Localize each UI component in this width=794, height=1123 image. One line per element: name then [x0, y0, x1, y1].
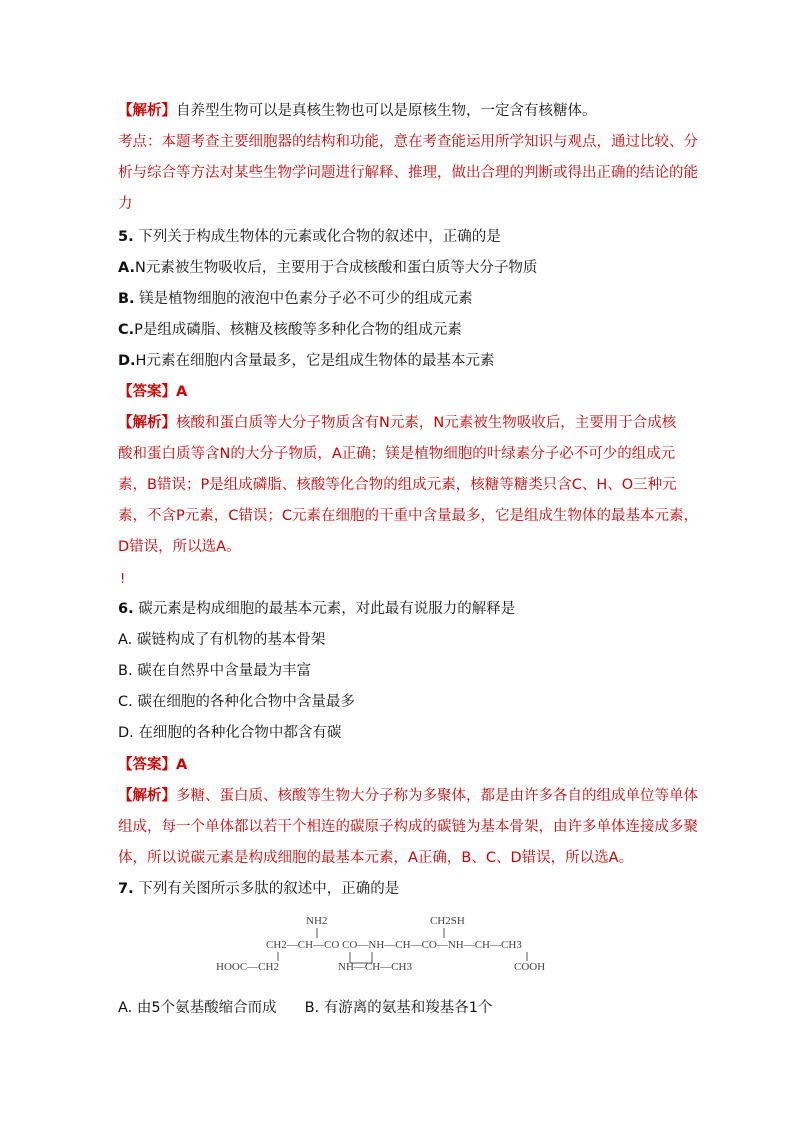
- q5-explanation-line-1: [118, 413, 676, 433]
- q6-stem-text: 碳元素是构成细胞的最基本元素，对此最有说服力的解释是: [133, 601, 516, 617]
- q5-option-a: [118, 258, 537, 278]
- q5-option-b-text: 镁是植物细胞的液泡中色素分子必不可少的组成元素: [134, 291, 473, 307]
- q7-stem-text: 下列有关图所示多肽的叙述中，正确的是: [133, 881, 400, 897]
- q5-option-a-letter: A.: [118, 260, 135, 276]
- q5-option-d: [118, 351, 494, 371]
- hooc-group: HOOC—CH2: [216, 961, 279, 973]
- q4-kaodian-line-2: 析与综合等方法对某些生物学问题进行解释、推理，做出合理的判断或得出正确的结论的能: [118, 165, 698, 181]
- q4-kaodian-line-1: 考点：本题考查主要细胞器的结构和功能，意在考查能运用所学知识与观点，通过比较、分: [118, 134, 698, 150]
- q6-option-b-text: 碳在自然界中含量最为丰富: [132, 663, 312, 679]
- q6-option-d-letter: D.: [118, 725, 134, 741]
- q6-option-b: [118, 661, 311, 681]
- answer-tag: 【答案】: [118, 757, 176, 773]
- q6-option-c: [118, 692, 355, 712]
- q5-option-c: [118, 320, 462, 340]
- q7-options-row: [118, 998, 493, 1018]
- q7-option-b: B. 有游离的氨基和羧基各1个: [304, 1000, 493, 1016]
- q6-number: 6.: [118, 601, 134, 617]
- jiexi-tag: 【解析】: [118, 103, 176, 119]
- q6-option-d-text: 在细胞的各种化合物中都含有碳: [133, 725, 342, 741]
- nh-ch-ch3-group: NH—CH—CH3: [338, 961, 412, 973]
- q7-stem: [118, 879, 399, 899]
- polypeptide-structure-diagram: [214, 912, 584, 976]
- q5-explanation-text-1: 核酸和蛋白质等大分子物质含有N元素，N元素被生物吸收后，主要用于合成核: [176, 415, 677, 431]
- q5-number: 5.: [118, 229, 134, 245]
- q6-option-a: [118, 630, 325, 650]
- q5-stem: [118, 227, 501, 247]
- q5-option-c-text: P是组成磷脂、核糖及核酸等多种化合物的组成元素: [134, 322, 462, 338]
- q6-option-d: [118, 723, 341, 743]
- q5-option-d-letter: D.: [118, 353, 136, 369]
- q5-option-b-letter: B.: [118, 291, 135, 307]
- q5-explanation-line-3: 素，B错误；P是组成磷脂、核酸等化合物的组成元素，核糖等糖类只含C、H、O三种元: [118, 477, 677, 493]
- q6-explanation-line-3: 体，所以说碳元素是构成细胞的最基本元素，A正确，B、C、D错误，所以选A。: [118, 850, 634, 866]
- q5-answer-value: A: [176, 384, 188, 400]
- q5-explanation-line-2: 酸和蛋白质等含N的大分子物质，A正确；镁是植物细胞的叶绿素分子必不可少的组成元: [118, 446, 676, 462]
- cooh-group: COOH: [514, 961, 546, 973]
- q5-option-b: [118, 289, 473, 309]
- q5-stem-text: 下列关于构成生物体的元素或化合物的叙述中，正确的是: [133, 229, 501, 245]
- jiexi-tag: 【解析】: [118, 788, 176, 804]
- q5-explanation-line-4: 素，不含P元素，C错误；C元素在细胞的干重中含量最多，它是组成生物体的最基本元素，: [118, 508, 698, 524]
- main-chain: CH2—CH—CO CO—NH—CH—CO—NH—CH—CH3: [266, 939, 522, 951]
- q7-number: 7.: [118, 881, 134, 897]
- q6-answer: [118, 755, 187, 775]
- q6-option-b-letter: B.: [118, 663, 133, 679]
- q7-option-a: A. 由5个氨基酸缩合而成: [118, 1000, 277, 1016]
- q6-explanation-text-1: 多糖、蛋白质、核酸等生物大分子称为多聚体，都是由许多各自的组成单位等单体: [176, 788, 698, 804]
- jiexi-tag: 【解析】: [118, 415, 176, 431]
- q6-option-c-text: 碳在细胞的各种化合物中含量最多: [132, 694, 355, 710]
- q6-answer-value: A: [176, 757, 188, 773]
- q6-option-a-letter: A.: [118, 632, 133, 648]
- ch2sh-group: CH2SH: [430, 915, 465, 927]
- q6-stem: [118, 599, 515, 619]
- q6-option-c-letter: C.: [118, 694, 133, 710]
- q4-explanation-text: 自养型生物可以是真核生物也可以是原核生物，一定含有核糖体。: [176, 103, 597, 119]
- answer-tag: 【答案】: [118, 384, 176, 400]
- q5-answer: [118, 382, 187, 402]
- q5-option-d-text: H元素在细胞内含量最多，它是组成生物体的最基本元素: [135, 353, 495, 369]
- q4-explanation: [118, 101, 597, 121]
- stray-mark: !: [120, 572, 126, 587]
- q6-explanation-line-1: [118, 786, 698, 806]
- q5-option-c-letter: C.: [118, 322, 135, 338]
- q6-explanation-line-2: 组成，每一个单体都以若干个相连的碳原子构成的碳链为基本骨架，由许多单体连接成多聚: [118, 819, 698, 835]
- nh2-group: NH2: [306, 915, 328, 927]
- q5-option-a-text: N元素被生物吸收后，主要用于合成核酸和蛋白质等大分子物质: [135, 260, 538, 276]
- q6-option-a-text: 碳链构成了有机物的基本骨架: [132, 632, 326, 648]
- q5-explanation-line-5: D错误，所以选A。: [118, 539, 241, 555]
- q4-kaodian-line-3: 力: [118, 196, 133, 212]
